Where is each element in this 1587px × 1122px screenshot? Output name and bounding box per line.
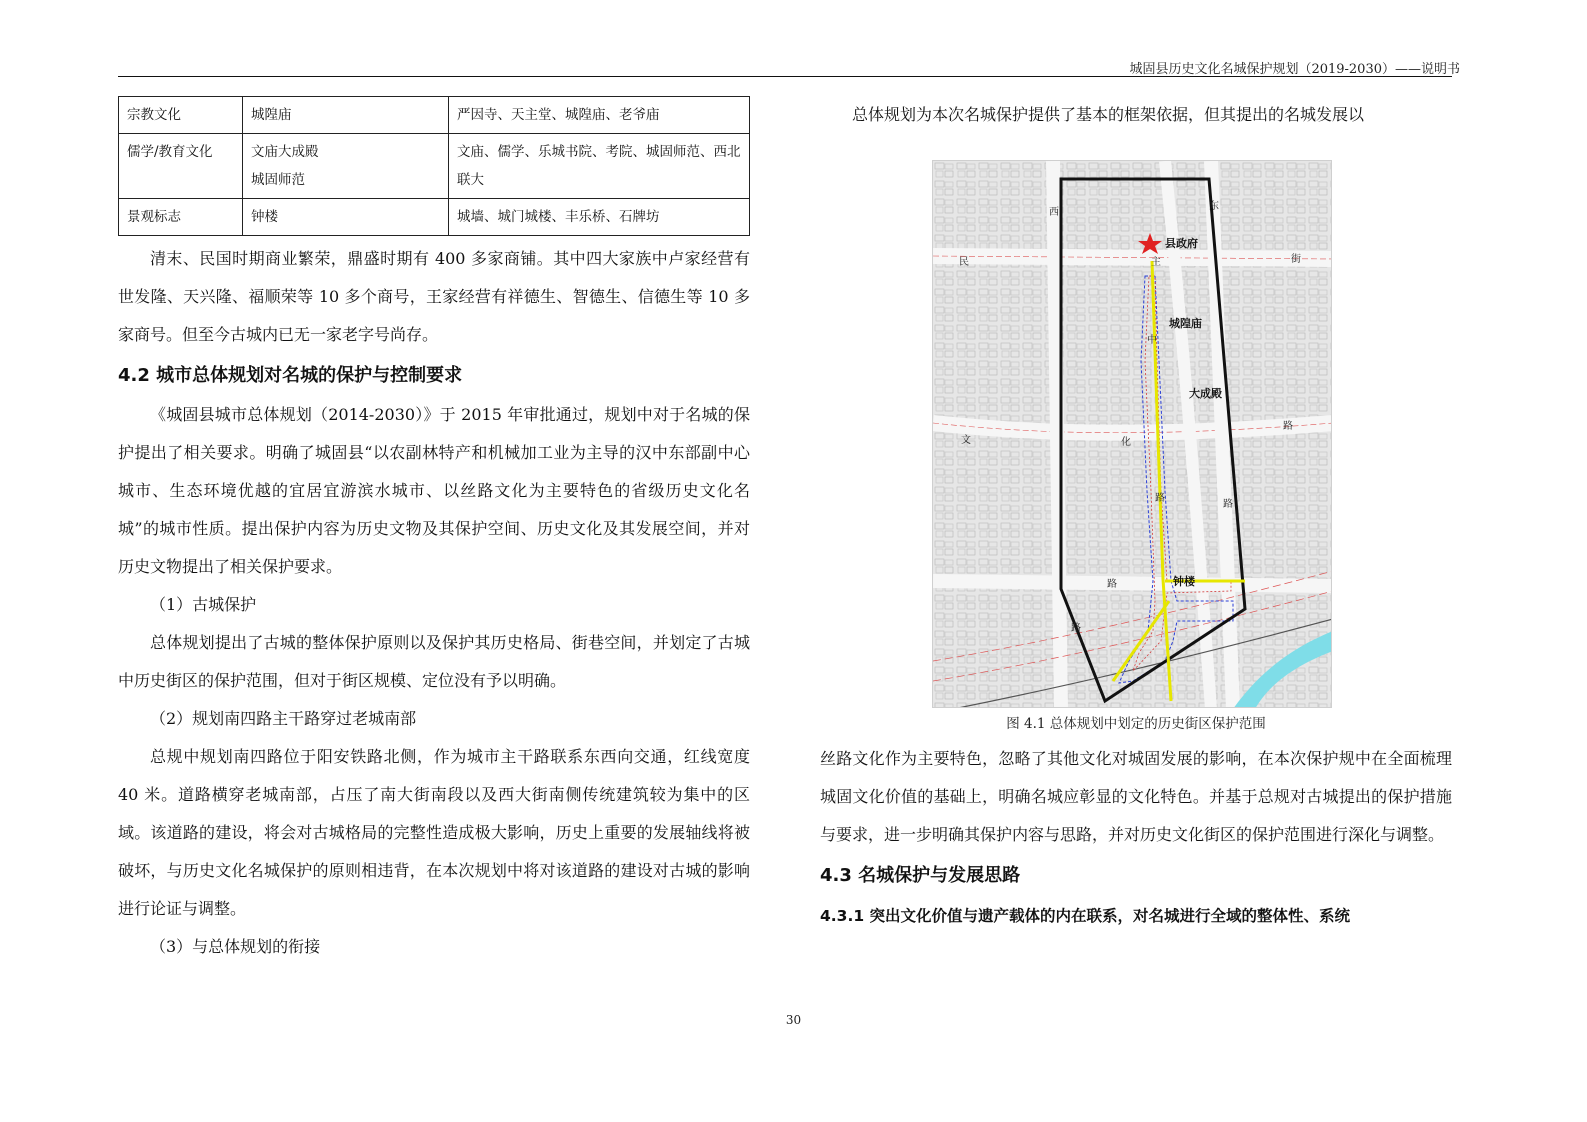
label-road-zhong: 中	[1147, 335, 1157, 346]
label-dacheng: 大成殿	[1189, 387, 1222, 400]
header-title: 城固县历史文化名城保护规划（2019-2030）——说明书	[1129, 62, 1460, 77]
paragraph-old-city: 总体规划提出了古城的整体保护原则以及保护其历史格局、街巷空间，并划定了古城中历史街区的保护范围，但对于街区规模、定位没有予以明确。	[118, 633, 750, 690]
label-road-lu-4: 路	[1107, 579, 1117, 590]
table-cell-main	[243, 134, 449, 199]
label-road-jie: 街	[1291, 254, 1301, 265]
header-rule	[118, 76, 1452, 77]
label-chenghuang: 城隍庙	[1169, 317, 1202, 330]
table-cell-category: 宗教文化	[119, 97, 243, 134]
table-cell-main: 钟楼	[243, 199, 449, 236]
label-road-lu: 路	[1283, 421, 1293, 432]
table-cell-category: 景观标志	[119, 199, 243, 236]
culture-table	[118, 96, 750, 236]
paragraph-road: 总规中规划南四路位于阳安铁路北侧，作为城市主干路联系东西向交通，红线宽度 40 米。道路横穿老城南部，占压了南大街南段以及西大街南侧传统建筑较为集中的区域。该道路的建设，将会对古城格局的完整性造成极大影响，历史上重要的发展轴线将被破坏，与历史文化名城保护的原则相违背，在本次规划中将对该道路的建设对古城的影响进行论证与调整。	[118, 747, 750, 918]
paragraph-silk-road: 丝路文化作为主要特色，忽略了其他文化对城固发展的影响，在本次保护规中在全面梳理城固文化价值的基础上，明确名城应彰显的文化特色。并基于总规对古城提出的保护措施与要求，进一步明确其保护内容与思路，并对历史文化街区的保护范围进行深化与调整。	[820, 749, 1452, 844]
paragraph-framework: 总体规划为本次名城保护提供了基本的框架依据，但其提出的名城发展以	[852, 105, 1365, 124]
table-cell-main-line: 文庙大成殿	[251, 144, 319, 160]
label-road-min: 民	[959, 257, 969, 268]
table-cell-main-line: 城固师范	[251, 172, 305, 188]
plan-map-figure	[932, 160, 1332, 708]
label-road-hua: 化	[1121, 437, 1131, 448]
table-cell-items: 城墙、城门城楼、丰乐桥、石牌坊	[449, 199, 750, 236]
table-row	[119, 97, 750, 134]
subheading-connection: （3）与总体规划的衔接	[150, 937, 321, 956]
label-road-dong: 东	[1209, 201, 1219, 212]
heading-4-3: 4.3 名城保护与发展思路	[820, 865, 1021, 886]
label-road-wen: 文	[961, 435, 971, 446]
label-county-gov: 县政府	[1165, 237, 1198, 250]
label-road-zhu: 主	[1151, 257, 1161, 268]
table-row	[119, 199, 750, 236]
subheading-road: （2）规划南四路主干路穿过老城南部	[150, 709, 417, 728]
table-cell-items: 严因寺、天主堂、城隍庙、老爷庙	[449, 97, 750, 134]
table-row	[119, 134, 750, 199]
label-road-lu-5: 路	[1071, 623, 1081, 634]
table-cell-main: 城隍庙	[243, 97, 449, 134]
table-cell-category: 儒学/教育文化	[119, 134, 243, 199]
paragraph-master-plan: 《城固县城市总体规划（2014-2030）》于 2015 年审批通过，规划中对于名城的保护提出了相关要求。明确了城固县“以农副林特产和机械加工业为主导的汉中东部副中心城市、生态环境优越的宜居宜游滨水城市、以丝路文化为主要特色的省级历史文化名城”的城市性质。提出保护内容为历史文物及其保护空间、历史文化及其发展空间，并对历史文物提出了相关保护要求。	[118, 405, 750, 576]
label-zhonglou: 钟楼	[1173, 575, 1195, 588]
label-road-lu-2: 路	[1155, 493, 1165, 504]
label-road-lu-3: 路	[1223, 499, 1233, 510]
heading-4-2: 4.2 城市总体规划对名城的保护与控制要求	[118, 365, 463, 386]
table-cell-items: 文庙、儒学、乐城书院、考院、城固师范、西北联大	[449, 134, 750, 199]
label-road-xi: 西	[1049, 207, 1059, 218]
heading-4-3-1: 4.3.1 突出文化价值与遗产载体的内在联系，对名城进行全域的整体性、系统	[820, 907, 1351, 925]
subheading-old-city: （1）古城保护	[150, 595, 257, 614]
road-south	[933, 581, 1332, 586]
paragraph-commerce: 清末、民国时期商业繁荣，鼎盛时期有 400 多家商铺。其中四大家族中卢家经营有世发隆、天兴隆、福顺荣等 10 多个商号，王家经营有祥德生、智德生、信德生等 10 多家商号。但至今古城内已无一家老字号尚存。	[118, 249, 750, 344]
left-column	[118, 96, 750, 966]
plan-map	[933, 161, 1332, 708]
page-number: 30	[785, 1013, 802, 1027]
figure-caption: 图 4.1 总体规划中划定的历史街区保护范围	[1006, 716, 1266, 732]
